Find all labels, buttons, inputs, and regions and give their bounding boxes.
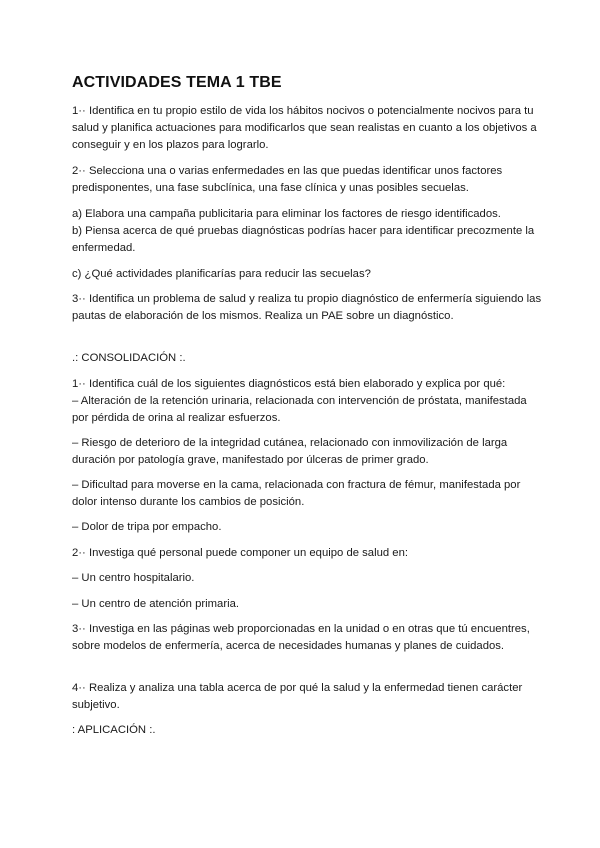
consolidation-2: 2·· Investiga qué personal puede componer un equipo de salud en: (72, 547, 409, 559)
diagnosis-option-3: – Dificultad para moverse en la cama, relacionada con fractura de fémur, manifestada por dolor intenso durante los cambios de posición. (72, 479, 521, 508)
section-heading-aplicacion: : APLICACIÓN :. (72, 724, 156, 736)
activity-2c: c) ¿Qué actividades planificarías para reducir las secuelas? (72, 268, 371, 280)
activity-2a: a) Elabora una campaña publicitaria para eliminar los factores de riesgo identificados. (72, 208, 501, 220)
activity-1: 1·· Identifica en tu propio estilo de vida los hábitos nocivos o potencialmente nocivos para tu salud y planifica actuaciones para modificarlos que sean realistas en cuanto a los objetivos a conseguir y en los plazos para lograrlo. (72, 105, 537, 151)
consolidation-1: 1·· Identifica cuál de los siguientes diagnósticos está bien elaborado y explica por qué: (72, 378, 506, 390)
section-heading-consolidacion: .: CONSOLIDACIÓN :. (72, 352, 186, 364)
health-team-option-2: – Un centro de atención primaria. (72, 598, 240, 610)
diagnosis-option-4: – Dolor de tripa por empacho. (72, 521, 222, 533)
diagnosis-option-1: – Alteración de la retención urinaria, relacionada con intervención de próstata, manifestada por pérdida de orina al realizar esfuerzos. (72, 395, 527, 424)
consolidation-4: 4·· Realiza y analiza una tabla acerca de por qué la salud y la enfermedad tienen carácter subjetivo. (72, 682, 523, 711)
consolidation-3: 3·· Investiga en las páginas web proporcionadas en la unidad o en otras que tú encuentres, sobre modelos de enfermería, acerca de necesidades humanas y planes de cuidados. (72, 623, 530, 652)
health-team-option-1: – Un centro hospitalario. (72, 572, 195, 584)
activity-3: 3·· Identifica un problema de salud y realiza tu propio diagnóstico de enfermería siguiendo las pautas de elaboración de los mismos. Realiza un PAE sobre un diagnóstico. (72, 293, 542, 322)
diagnosis-option-2: – Riesgo de deterioro de la integridad cutánea, relacionado con inmovilización de larga duración por patología grave, manifestado por úlceras de primer grado. (72, 437, 508, 466)
activity-2b: b) Piensa acerca de qué pruebas diagnósticas podrías hacer para identificar precozmente la enfermedad. (72, 225, 535, 254)
activity-2: 2·· Selecciona una o varias enfermedades en las que puedas identificar unos factores predisponentes, una fase subclínica, una fase clínica y unas posibles secuelas. (72, 165, 503, 194)
page-title: ACTIVIDADES TEMA 1 TBE (72, 74, 282, 91)
